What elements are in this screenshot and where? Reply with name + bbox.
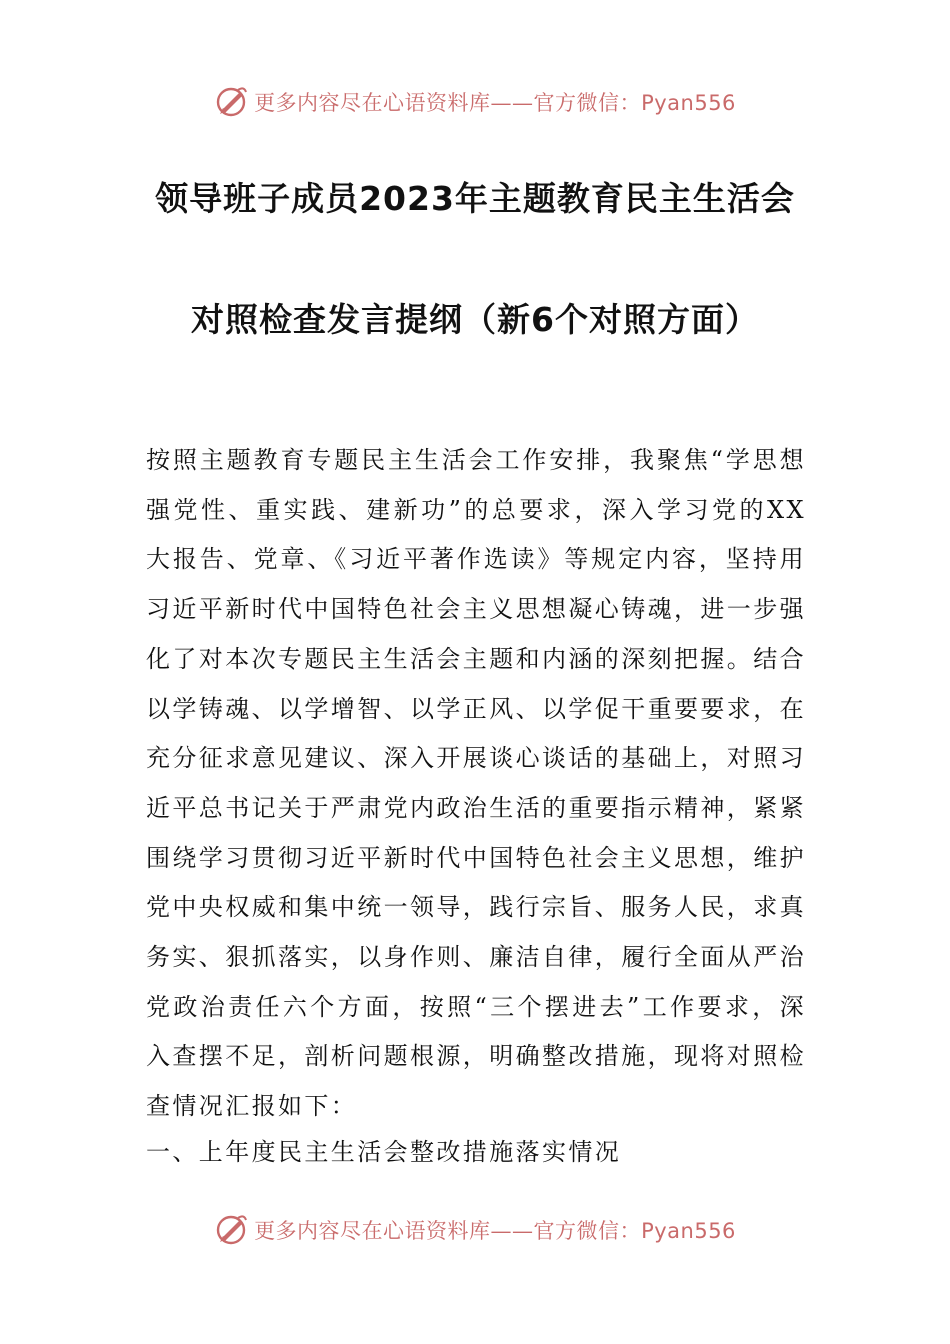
pen-circle-logo-icon xyxy=(214,1212,250,1248)
watermark-text: 更多内容尽在心语资料库——官方微信：Pyan556 xyxy=(254,91,736,115)
section-heading-1: 一、上年度民主生活会整改措施落实情况 xyxy=(146,1138,622,1166)
wechat-id: Pyan556 xyxy=(641,1219,736,1243)
wechat-id: Pyan556 xyxy=(641,91,736,115)
watermark-text: 更多内容尽在心语资料库——官方微信：Pyan556 xyxy=(254,1219,736,1243)
pen-circle-logo-icon xyxy=(214,84,250,120)
document-title-line-2: 对照检查发言提纲（新6个对照方面） xyxy=(191,300,759,339)
intro-paragraph: 按照主题教育专题民主生活会工作安排，我聚焦“学思想强党性、重实践、建新功”的总要求，深入学习党的XX大报告、党章、《习近平著作选读》等规定内容，坚持用习近平新时代中国特色社会主义思想凝心铸魂，进一步强化了对本次专题民主生活会主题和内涵的深刻把握。结合以学铸魂、以学增智、以学正风、以学促干重要要求，在充分征求意见建议、深入开展谈心谈话的基础上，对照习近平总书记关于严肃党内政治生活的重要指示精神，紧紧围绕学习贯彻习近平新时代中国特色社会主义思想，维护党中央权威和集中统一领导，践行宗旨、服务人民，求真务实、狠抓落实，以身作则、廉洁自律，履行全面从严治党政治责任六个方面，按照“三个摆进去”工作要求，深入查摆不足，剖析问题根源，明确整改措施，现将对照检查情况汇报如下： xyxy=(146,446,806,1121)
watermark-banner-bottom xyxy=(0,1210,950,1250)
watermark-banner-top xyxy=(0,82,950,122)
document-title-line-1: 领导班子成员2023年主题教育民主生活会 xyxy=(155,179,795,218)
